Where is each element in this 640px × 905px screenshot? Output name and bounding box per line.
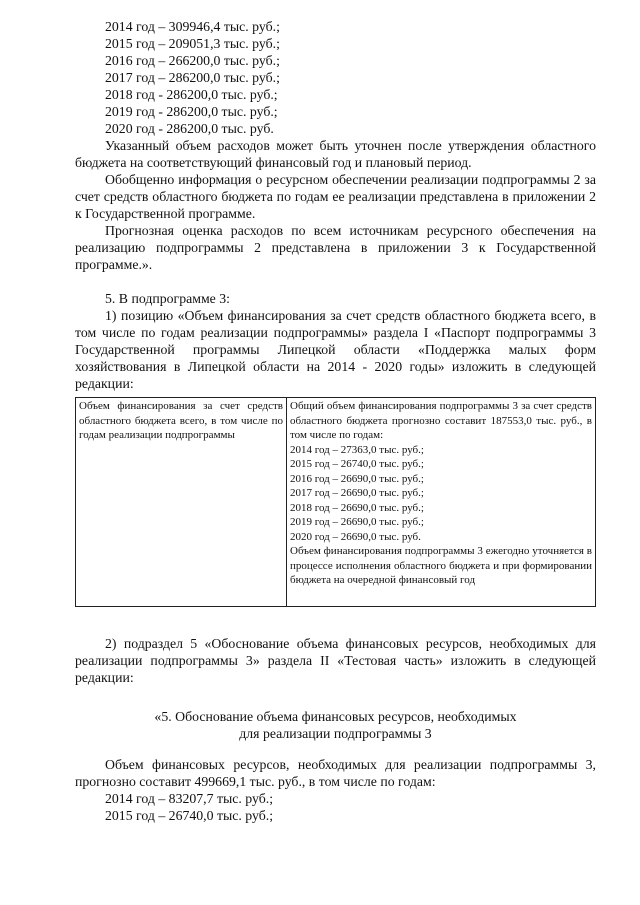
table-year: 2014 год – 27363,0 тыс. руб.; (290, 443, 424, 456)
subsection-title: для реализации подпрограммы 3 (239, 725, 432, 741)
table-year: 2020 год – 26690,0 тыс. руб. (290, 530, 421, 543)
list-item: 2014 год – 309946,4 тыс. руб.; (105, 19, 280, 34)
passport-table (75, 397, 596, 607)
table-year: 2016 год – 26690,0 тыс. руб.; (290, 472, 424, 485)
subsection-title: «5. Обоснование объема финансовых ресурсов, необходимых (154, 708, 517, 724)
paragraph: Указанный объем расходов может быть уточнен после утверждения областного бюджета на соответствующий финансовый год и плановый период. (75, 138, 596, 170)
table-year: 2019 год – 26690,0 тыс. руб.; (290, 516, 424, 528)
list-item: 2017 год – 286200,0 тыс. руб.; (105, 70, 280, 85)
bottom-year-list (75, 790, 596, 824)
table-intro: Общий объем финансирования подпрограммы 3 за счет средств областного бюджета прогнозно составит 187553,0 тыс. руб., в том числе по годам: (290, 400, 592, 441)
list-item: 2020 год - 286200,0 тыс. руб. (105, 121, 274, 136)
list-item: 2019 год - 286200,0 тыс. руб.; (105, 104, 278, 119)
table-row (76, 398, 596, 607)
list-item: 2015 год – 209051,3 тыс. руб.; (105, 36, 280, 51)
paragraph: Прогнозная оценка расходов по всем источникам ресурсного обеспечения на реализацию подпрограммы 2 представлена в приложении 3 к Государственной программе.». (75, 223, 596, 272)
paragraph: Объем финансовых ресурсов, необходимых для реализации подпрограммы 3, прогнозно составит 499669,1 тыс. руб., в том числе по годам: (75, 756, 596, 789)
paragraph: 1) позицию «Объем финансирования за счет средств областного бюджета всего, в том числе по годам реализации подпрограммы» раздела I «Паспорт подпрограммы 3 Государственной программы Липецкой области «Поддержка малых форм хозяйствования в Липецкой области на 2014 - 2020 годы» изложить в следующей редакции: (75, 308, 596, 391)
list-item: 2014 год – 83207,7 тыс. руб.; (105, 790, 274, 806)
table-cell-value (287, 398, 596, 607)
paragraph: 2) подраздел 5 «Обоснование объема финансовых ресурсов, необходимых для реализации подпрограммы 3» раздела II «Тестовая часть» изложить в следующей редакции: (75, 635, 596, 685)
paragraph: Обобщенно информация о ресурсном обеспечении реализации подпрограммы 2 за счет средств областного бюджета по годам ее реализации представлена в приложении 2 к Государственной программе. (75, 172, 596, 221)
table-year: 2018 год – 26690,0 тыс. руб.; (290, 501, 424, 514)
section-heading: 5. В подпрограмме 3: (105, 291, 230, 306)
table-note: Объем финансирования подпрограммы 3 ежегодно уточняется в процессе исполнения областного бюджета и при формировании бюджета на очередной финансовый год (290, 545, 592, 586)
top-year-list (75, 18, 596, 137)
table-year: 2015 год – 26740,0 тыс. руб.; (290, 458, 424, 470)
list-item: 2018 год - 286200,0 тыс. руб.; (105, 87, 278, 102)
list-item: 2015 год – 26740,0 тыс. руб.; (105, 807, 274, 823)
list-item: 2016 год – 266200,0 тыс. руб.; (105, 53, 280, 68)
table-cell-label: Объем финансирования за счет средств областного бюджета всего, в том числе по годам реализации подпрограммы (76, 398, 287, 607)
table-year: 2017 год – 26690,0 тыс. руб.; (290, 487, 424, 499)
